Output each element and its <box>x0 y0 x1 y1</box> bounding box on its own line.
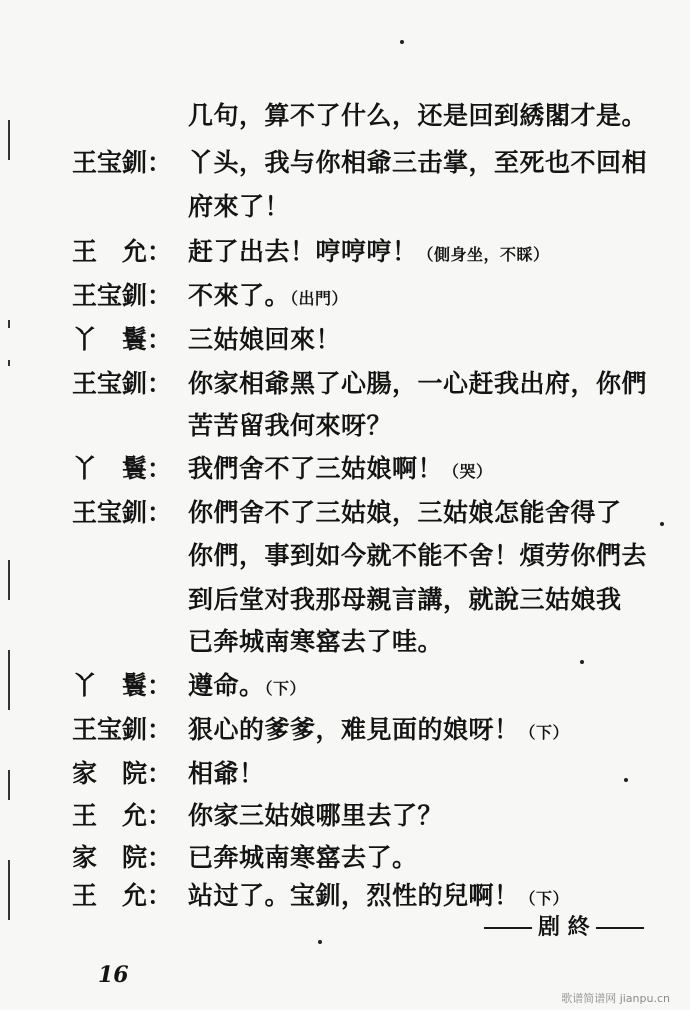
speech-text: 苦苦留我何來呀？ <box>188 411 393 440</box>
speech-text: 你家相爺黑了心腸，一心赶我出府，你們 <box>188 369 648 398</box>
stage-direction: （下） <box>519 723 570 742</box>
end-marker <box>478 910 650 941</box>
continuation-line <box>188 96 678 132</box>
end-rule-left <box>484 927 532 929</box>
speaker-label: 王宝釧： <box>72 715 173 744</box>
scan-dot <box>318 940 322 944</box>
speech-text: 你們舍不了三姑娘，三姑娘怎能舍得了 <box>188 498 622 527</box>
stage-direction: （下） <box>264 679 307 698</box>
speech-line <box>188 838 678 874</box>
speech-line <box>188 232 678 268</box>
scan-edge-mark <box>8 770 10 800</box>
scan-dot <box>400 40 404 44</box>
speech-line <box>188 276 678 312</box>
speech-line <box>188 493 678 529</box>
speech-text: 你家三姑娘哪里去了？ <box>188 801 444 830</box>
scan-edge-mark <box>8 360 10 366</box>
speech-text: 几句，算不了什么，还是回到綉閣才是。 <box>188 101 648 130</box>
scan-edge-mark <box>8 650 10 710</box>
stage-direction: （側身坐，不睬） <box>417 245 550 264</box>
speech-line <box>188 320 678 356</box>
speech-line <box>188 710 678 746</box>
speaker-label: 王 允： <box>72 237 173 266</box>
speaker-label: 王 允： <box>72 881 173 910</box>
speech-line <box>188 622 678 658</box>
speech-text: 站过了。宝釧，烈性的兒啊！ <box>188 881 520 910</box>
speech-text: 到后堂对我那母親言講，就說三姑娘我 <box>188 585 622 614</box>
speech-text: 遵命。 <box>188 671 265 700</box>
scan-dot <box>580 660 584 664</box>
speech-text: 相爺！ <box>188 759 265 788</box>
speech-text: 赶了出去！哼哼哼！ <box>188 237 418 266</box>
speech-text: 三姑娘回來！ <box>188 325 342 354</box>
speaker-label: 王 允： <box>72 801 173 830</box>
scan-edge-mark <box>8 860 10 920</box>
speaker-label: 家 院： <box>72 759 173 788</box>
speech-line <box>188 406 678 442</box>
speech-text: 狠心的爹爹，难見面的娘呀！ <box>188 715 520 744</box>
scan-edge-mark <box>8 120 10 160</box>
speaker-label: 丫 鬟： <box>72 454 173 483</box>
speech-line <box>188 754 678 790</box>
stage-direction: （出門） <box>290 289 349 308</box>
speech-text: 已奔城南寒窰去了哇。 <box>188 627 444 656</box>
speaker-label: 家 院： <box>72 843 173 872</box>
stage-direction: （哭） <box>443 462 493 481</box>
scan-edge-mark <box>8 320 10 328</box>
scan-edge-mark <box>8 560 10 600</box>
speech-text: 我們舍不了三姑娘啊！ <box>188 454 444 483</box>
speech-text: 不來了。 <box>188 281 291 310</box>
speaker-label: 王宝釧： <box>72 148 173 177</box>
speech-line <box>188 580 678 616</box>
end-label: 剧 終 <box>538 914 590 940</box>
speaker-label: 王宝釧： <box>72 281 173 310</box>
speech-line <box>188 796 678 832</box>
watermark: 歌谱简谱网 jianpu.cn <box>561 992 670 1005</box>
speech-line <box>188 666 678 702</box>
speech-line <box>188 143 678 179</box>
stage-direction: （下） <box>519 889 570 908</box>
end-rule-right <box>596 927 644 929</box>
speech-text: 府來了！ <box>188 192 291 221</box>
page-number: 16 <box>98 962 129 988</box>
speech-line <box>188 187 678 223</box>
speech-text: 丫头，我与你相爺三击掌，至死也不回相 <box>188 148 648 177</box>
speech-text: 已奔城南寒窰去了。 <box>188 843 418 872</box>
speaker-label: 王宝釧： <box>72 498 173 527</box>
speech-line <box>188 364 678 400</box>
speech-text: 你們，事到如今就不能不舍！煩劳你們去 <box>188 541 648 570</box>
speaker-label: 王宝釧： <box>72 369 173 398</box>
speech-line <box>188 876 678 912</box>
speech-line <box>188 449 678 485</box>
speaker-label: 丫 鬟： <box>72 325 173 354</box>
speaker-label: 丫 鬟： <box>72 671 173 700</box>
speech-line <box>188 536 678 572</box>
